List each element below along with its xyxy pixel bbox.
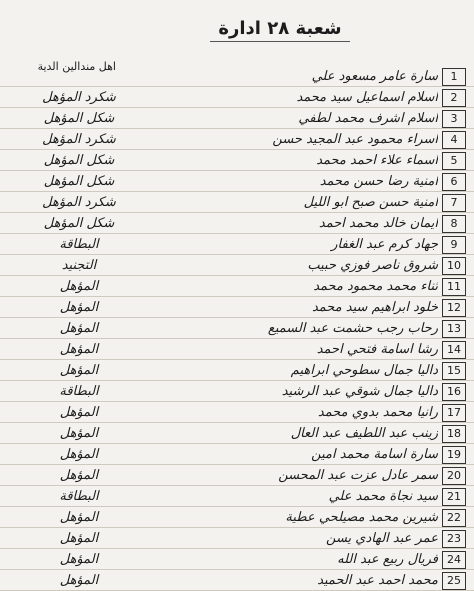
- row-number-box: 19: [442, 446, 466, 464]
- missing-document-note: التجنيد: [61, 258, 97, 273]
- row-number-box: 12: [442, 299, 466, 317]
- student-name: ثناء محمد محمود محمد: [313, 279, 438, 294]
- row-number-box: 4: [442, 131, 466, 149]
- missing-document-note: المؤهل: [59, 468, 99, 483]
- list-item: [0, 255, 474, 276]
- row-number-box: 24: [442, 551, 466, 569]
- student-name: امنية حسن صبح ابو الليل: [303, 195, 438, 210]
- list-item: [0, 486, 474, 507]
- list-item: [0, 150, 474, 171]
- missing-document-note: المؤهل: [59, 552, 99, 567]
- list-item: [0, 318, 474, 339]
- list-item: [0, 444, 474, 465]
- list-item: [0, 192, 474, 213]
- list-item: [0, 171, 474, 192]
- student-name: شروق ناصر فوزي حبيب: [307, 258, 438, 273]
- list-item: [0, 213, 474, 234]
- student-name: اسراء محمود عبد المجيد حسن: [272, 132, 438, 147]
- missing-document-note: شكرد المؤهل: [42, 195, 116, 210]
- missing-document-note: شكل المؤهل: [43, 216, 115, 231]
- missing-document-note: المؤهل: [59, 321, 99, 336]
- missing-document-note: شكرد المؤهل: [42, 132, 116, 147]
- list-item: [0, 465, 474, 486]
- student-name: داليا جمال سطوحي ابراهيم: [290, 363, 438, 378]
- student-name: رحاب رجب حشمت عبد السميع: [267, 321, 438, 336]
- missing-document-note: المؤهل: [59, 342, 99, 357]
- student-name: شيرين محمد مصيلحي عطية: [285, 510, 438, 525]
- list-item: [0, 360, 474, 381]
- student-name: اسلام اسماعيل سيد محمد: [296, 90, 438, 105]
- list-item: [0, 402, 474, 423]
- list-item: [0, 528, 474, 549]
- student-name: سمر عادل عزت عبد المحسن: [278, 468, 438, 483]
- list-item: [0, 87, 474, 108]
- row-number-box: 23: [442, 530, 466, 548]
- missing-document-note: المؤهل: [59, 447, 99, 462]
- row-number-box: 14: [442, 341, 466, 359]
- missing-document-note: المؤهل: [59, 363, 99, 378]
- missing-document-note: شكل المؤهل: [43, 174, 115, 189]
- row-number-box: 20: [442, 467, 466, 485]
- row-number-box: 1: [442, 68, 466, 86]
- row-number-box: 11: [442, 278, 466, 296]
- missing-document-note: المؤهل: [59, 300, 99, 315]
- row-number-box: 8: [442, 215, 466, 233]
- missing-document-note: المؤهل: [59, 531, 99, 546]
- row-number-box: 18: [442, 425, 466, 443]
- missing-document-note: البطاقة: [59, 384, 99, 399]
- row-number-box: 6: [442, 173, 466, 191]
- student-name: ايمان خالد محمد احمد: [318, 216, 438, 231]
- row-number-box: 3: [442, 110, 466, 128]
- missing-document-note: المؤهل: [59, 510, 99, 525]
- list-item: [0, 381, 474, 402]
- row-number-box: 16: [442, 383, 466, 401]
- list-item: [0, 507, 474, 528]
- missing-document-note: شكرد المؤهل: [42, 90, 116, 105]
- list-item: [0, 570, 474, 591]
- row-number-box: 21: [442, 488, 466, 506]
- list-item: [0, 234, 474, 255]
- row-number-box: 22: [442, 509, 466, 527]
- student-name: جهاد كرم عبد الغفار: [331, 237, 438, 252]
- missing-document-note: المؤهل: [59, 279, 99, 294]
- row-number-box: 7: [442, 194, 466, 212]
- list-item: [0, 297, 474, 318]
- missing-document-note: شكل المؤهل: [43, 153, 115, 168]
- missing-document-note: البطاقة: [59, 489, 99, 504]
- row-number-box: 17: [442, 404, 466, 422]
- student-name: خلود ابراهيم سيد محمد: [311, 300, 438, 315]
- list-item: [0, 339, 474, 360]
- row-number-box: 5: [442, 152, 466, 170]
- missing-document-note: البطاقة: [59, 237, 99, 252]
- student-name: داليا جمال شوقي عبد الرشيد: [281, 384, 438, 399]
- student-name: سارة عامر مسعود علي: [311, 69, 438, 84]
- margin-note: اهل مندالين الدية: [37, 60, 116, 73]
- student-name: اسماء علاء احمد محمد: [316, 153, 438, 168]
- missing-document-note: المؤهل: [59, 405, 99, 420]
- missing-document-note: شكل المؤهل: [43, 111, 115, 126]
- row-number-box: 10: [442, 257, 466, 275]
- student-name: امنية رضا حسن محمد: [319, 174, 438, 189]
- row-number-box: 25: [442, 572, 466, 590]
- row-number-box: 13: [442, 320, 466, 338]
- list-item: [0, 423, 474, 444]
- student-name: سارة اسامة محمد امين: [311, 447, 438, 462]
- student-name: محمد احمد عبد الحميد: [317, 573, 438, 588]
- missing-document-note: المؤهل: [59, 426, 99, 441]
- student-name: عمر عبد الهادي يسن: [326, 531, 438, 546]
- row-number-box: 2: [442, 89, 466, 107]
- page-title: شعبة ٢٨ ادارة: [210, 18, 350, 42]
- student-name: رانيا محمد بدوي محمد: [317, 405, 438, 420]
- student-name: رشا اسامة فتحي احمد: [316, 342, 438, 357]
- student-name: اسلام اشرف محمد لطفي: [298, 111, 438, 126]
- list-item: [0, 549, 474, 570]
- list-item: [0, 108, 474, 129]
- student-name: زينب عبد اللطيف عبد العال: [290, 426, 438, 441]
- row-number-box: 9: [442, 236, 466, 254]
- student-name: سيد نجاة محمد علي: [328, 489, 438, 504]
- list-item: [0, 129, 474, 150]
- list-item: [0, 66, 474, 87]
- row-number-box: 15: [442, 362, 466, 380]
- list-item: [0, 276, 474, 297]
- student-name: فريال ربيع عبد الله: [337, 552, 438, 567]
- missing-document-note: المؤهل: [59, 573, 99, 588]
